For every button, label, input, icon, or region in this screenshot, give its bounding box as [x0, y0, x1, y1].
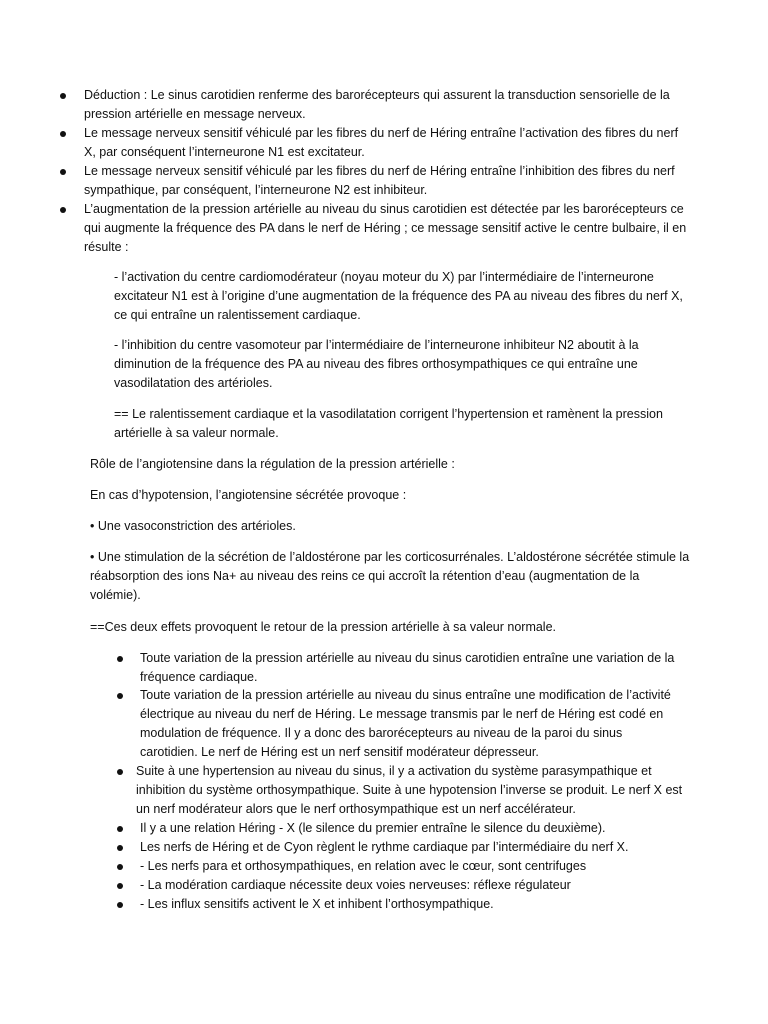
- list-item-text: - La modération cardiaque nécessite deux voies nerveuses: réflexe régulateur: [140, 878, 571, 892]
- bullet-icon: [117, 826, 123, 832]
- bullet-icon: [60, 131, 66, 137]
- list-item-text: L’augmentation de la pression artérielle au niveau du sinus carotidien est détectée par les barorécepteurs ce qui augmente la fréquence des PA dans le nerf de Héring ; ce message sensitif active le centre bulbaire, il en résulte :: [84, 202, 687, 254]
- list-item-text: Les nerfs de Héring et de Cyon règlent le rythme cardiaque par l’intermédiaire du nerf X.: [140, 840, 629, 854]
- bullet-icon: [60, 169, 66, 175]
- bullet-icon: [117, 769, 123, 775]
- section-title: Rôle de l’angiotensine dans la régulation de la pression artérielle :: [90, 457, 455, 471]
- list-item-text: Toute variation de la pression artérielle au niveau du sinus entraîne une modification de l’activité électrique au niveau du nerf de Héring. Le message transmis par le nerf de Héring est codé en modulation de fréquence. Il y a donc des barorécepteurs au niveau de la paroi du sinus carotidien. Le nerf de Héring est un nerf sensitif modérateur dépresseur.: [140, 688, 671, 759]
- indented-paragraph: - l’inhibition du centre vasomoteur par l’intermédiaire de l’interneurone inhibiteur N2 aboutit à la diminution de la fréquence des PA au niveau des fibres orthosympathiques ce qui entraîne une vasodilatation des artérioles.: [114, 338, 639, 390]
- list-item-text: Le message nerveux sensitif véhiculé par les fibres du nerf de Héring entraîne l’activation des fibres du nerf X, par conséquent l’interneurone N1 est excitateur.: [84, 126, 679, 159]
- list-item-text: - Les nerfs para et orthosympathiques, en relation avec le cœur, sont centrifuges: [140, 859, 587, 873]
- list-item-text: - Les influx sensitifs activent le X et inhibent l’orthosympathique.: [140, 897, 494, 911]
- bullet-icon: [60, 93, 66, 99]
- bullet-icon: [117, 693, 123, 699]
- indented-paragraph: == Le ralentissement cardiaque et la vasodilatation corrigent l’hypertension et ramènent la pression artérielle à sa valeur normale.: [114, 407, 663, 440]
- paragraph: • Une vasoconstriction des artérioles.: [90, 519, 296, 533]
- paragraph: ==Ces deux effets provoquent le retour de la pression artérielle à sa valeur normale.: [90, 620, 557, 634]
- bullet-icon: [60, 207, 66, 213]
- bullet-icon: [117, 902, 123, 908]
- bullet-icon: [117, 883, 123, 889]
- list-item-text: Il y a une relation Héring - X (le silence du premier entraîne le silence du deuxième).: [140, 821, 606, 835]
- bullet-icon: [117, 864, 123, 870]
- list-item-text: Toute variation de la pression artérielle au niveau du sinus carotidien entraîne une variation de la fréquence cardiaque.: [140, 651, 675, 684]
- list-item-text: Suite à une hypertension au niveau du sinus, il y a activation du système parasympathique et inhibition du système orthosympathique. Suite à une hypotension l’inverse se produit. Le nerf X est un nerf modérateur alors que le nerf orthosympathique est un nerf accélérateur.: [136, 764, 683, 816]
- paragraph: • Une stimulation de la sécrétion de l’aldostérone par les corticosurrénales. L’aldostérone sécrétée stimule la réabsorption des ions Na+ au niveau des reins ce qui accroît la rétention d’eau (augmentation de la volémie).: [90, 550, 690, 602]
- paragraph: En cas d’hypotension, l’angiotensine sécrétée provoque :: [90, 488, 407, 502]
- bullet-icon: [117, 656, 123, 662]
- list-item-text: Le message nerveux sensitif véhiculé par les fibres du nerf de Héring entraîne l’inhibition des fibres du nerf sympathique, par conséquent, l’interneurone N2 est inhibiteur.: [84, 164, 675, 197]
- indented-paragraph: - l’activation du centre cardiomodérateur (noyau moteur du X) par l’intermédiaire de l’interneurone excitateur N1 est à l’origine d’une augmentation de la fréquence des PA au niveau des fibres du nerf X, ce qui entraîne un ralentissement cardiaque.: [114, 270, 683, 322]
- list-item-text: Déduction : Le sinus carotidien renferme des barorécepteurs qui assurent la transduction sensorielle de la pression artérielle en message nerveux.: [84, 88, 670, 121]
- bullet-icon: [117, 845, 123, 851]
